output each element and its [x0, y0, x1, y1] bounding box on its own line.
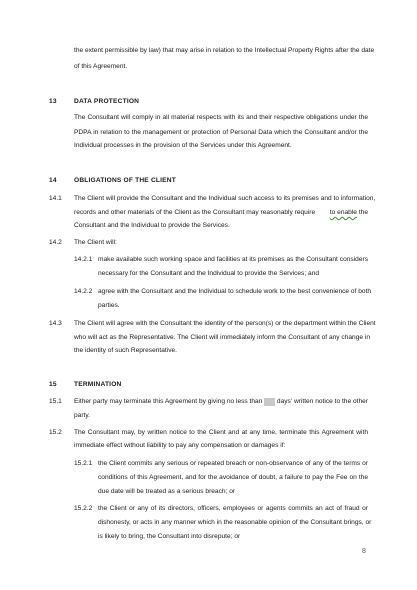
paragraph-line: parties. — [98, 302, 120, 309]
line-text: Either party may terminate this Agreement by giving no less than — [74, 398, 263, 405]
section-heading: TERMINATION — [74, 381, 122, 388]
paragraph-line: the extent permissible by law) that may arise in relation to the Intellectual Property Rights after the date — [74, 47, 375, 54]
paragraph-line — [74, 209, 368, 217]
page-number: 8 — [362, 548, 366, 555]
paragraph-line: of this Agreement. — [74, 63, 128, 70]
paragraph-line: the Client or any of its directors, officers, employees or agents commits an act of fraud or — [98, 505, 368, 512]
clause-number: 14.2 — [49, 239, 62, 246]
paragraph-line: is likely to bring, the Consultant into disrepute; or — [98, 533, 241, 540]
clause-number: 15.1 — [49, 398, 62, 405]
subclause-number: 15.2.2 — [74, 505, 93, 512]
paragraph-line: make available such working space and facilities at its premises as the Consultant considers — [98, 256, 368, 263]
paragraph-line: the identity of such Representative. — [74, 347, 177, 354]
paragraph-line: who will act as the Representative. The Client will immediately inform the Consultant of any change in — [74, 334, 371, 341]
section-heading: OBLIGATIONS OF THE CLIENT — [74, 177, 176, 184]
subclause-number: 14.2.2 — [74, 288, 93, 295]
paragraph-line: Consultant and the Individual to provide the Services. — [74, 222, 230, 229]
clause-number: 15.2 — [49, 429, 62, 436]
clause-number: 14.3 — [49, 320, 62, 327]
subclause-number: 14.2.1 — [74, 256, 93, 263]
clause-number: 14.1 — [49, 195, 62, 202]
paragraph-line: conditions of this Agreement, and for the avoidance of doubt, a failure to pay the Fee on the — [98, 474, 368, 481]
section-heading: DATA PROTECTION — [74, 98, 140, 105]
notice-period-blank-field[interactable] — [264, 398, 275, 406]
section-number: 15 — [49, 381, 57, 388]
paragraph-line: The Client will: — [74, 239, 117, 246]
paragraph-line: The Client will provide the Consultant and the Individual such access to its premises and to information, — [74, 195, 376, 202]
paragraph-line: agree with the Consultant and the Individual to schedule work to the best convenience of both — [98, 288, 372, 295]
paragraph-line: party. — [74, 412, 91, 419]
paragraph-line: due date will be treated as a serious breach; or — [98, 488, 236, 495]
paragraph-line: dishonesty, or acts in any manner which in the reasonable opinion of the Consultant brings, or — [98, 519, 372, 526]
paragraph-line: immediate effect without liability to pay any compensation or damages if: — [74, 442, 286, 449]
paragraph-line: The Consultant may, by written notice to the Client and at any time, terminate this Agreement with — [74, 429, 368, 436]
subclause-number: 15.2.1 — [74, 460, 93, 467]
section-number: 14 — [49, 177, 57, 184]
paragraph-line: The Client will agree with the Consultant the identity of the person(s) or the department within the Client — [74, 320, 376, 327]
line-text-tail — [330, 209, 368, 217]
paragraph-line: the Client commits any serious or repeated breach or non-observance of any of the terms or — [98, 460, 368, 467]
paragraph-line: The Consultant will comply in all material respects with its and their respective obligations under the — [74, 114, 368, 121]
spellcheck-flagged-text: to enable — [329, 209, 357, 216]
paragraph-line: PDPA in relation to the management or protection of Personal Data which the Consultant and/or the — [74, 129, 368, 136]
paragraph-line: necessary for the Consultant and the Individual to provide the Services; and — [98, 270, 320, 277]
line-text: records and other materials of the Client as the Consultant may reasonably require — [74, 209, 316, 216]
line-text: days' written notice to the other — [276, 398, 368, 405]
paragraph-line: Individual processes in the provision of the Services under this Agreement. — [74, 142, 292, 149]
section-number: 13 — [49, 98, 57, 105]
paragraph-line — [74, 398, 368, 406]
line-text: the — [358, 209, 368, 216]
